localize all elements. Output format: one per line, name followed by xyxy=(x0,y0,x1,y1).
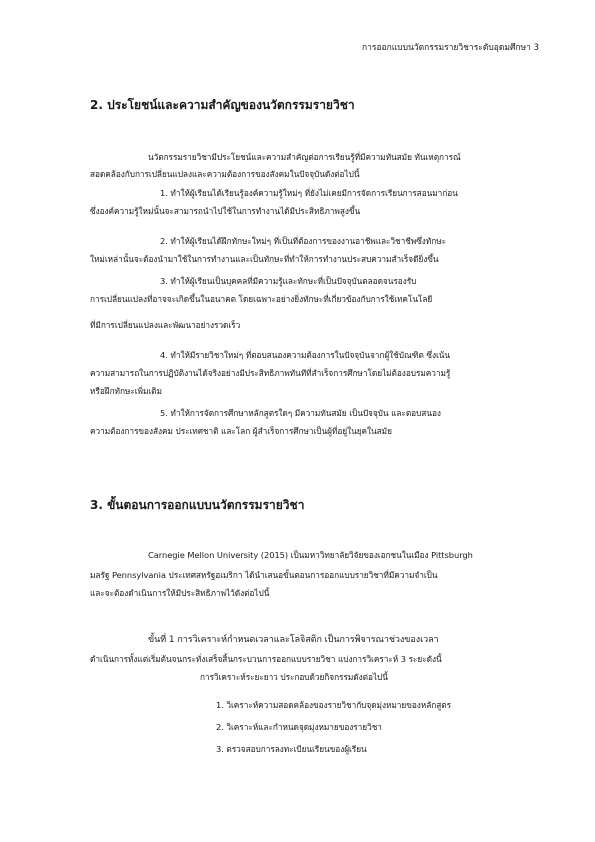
section-2-item-3-cont-1: การเปลี่ยนแปลงที่อาจจะเกิดขึ้นในอนาคต โดยเฉพาะอย่างยิ่งทักษะที่เกี่ยวข้องกับการใช้เทคโนโลยี xyxy=(90,294,433,304)
section-3-list-item-1: 1. วิเคราะห์ความสอดคล้องของรายวิชากับจุดมุ่งหมายของหลักสูตร xyxy=(216,700,451,710)
section-3-subheading: การวิเคราะห์ระยะยาว ประกอบด้วยกิจกรรมดังต่อไปนี้ xyxy=(200,672,388,682)
section-2-item-4: 4. ทำให้มีรายวิชาใหม่ๆ ที่ตอบสนองความต้องการในปัจจุบันจากผู้ใช้บัณฑิต ซึ่งเน้น xyxy=(160,350,450,360)
section-2-item-5: 5. ทำให้การจัดการศึกษาหลักสูตรใดๆ มีความทันสมัย เป็นปัจจุบัน และตอบสนอง xyxy=(160,408,441,418)
section-3-line-1: Carnegie Mellon University (2015) เป็นมหาวิทยาลัยวิจัยของเอกชนในเมือง Pittsburgh xyxy=(148,550,473,560)
section-2-item-1-cont: ซึ่งองค์ความรู้ใหม่นั้นจะสามารถนำไปใช้ในการทำงานได้มีประสิทธิภาพสูงขึ้น xyxy=(90,206,361,216)
section-2-heading: 2. ประโยชน์และความสำคัญของนวัตกรรมรายวิชา xyxy=(90,98,355,112)
section-3-step-1: ขั้นที่ 1 การวิเคราะห์กำหนดเวลาและโลจิสติก เป็นการพิจารณาช่วงของเวลา xyxy=(148,635,439,645)
running-header: การออกแบบนวัตกรรมรายวิชาระดับอุดมศึกษา 3 xyxy=(361,43,539,53)
section-2-item-3-cont-2: ที่มีการเปลี่ยนแปลงและพัฒนาอย่างรวดเร็ว xyxy=(90,320,241,330)
section-2-item-4-cont-1: ความสามารถในการปฏิบัติงานได้จริงอย่างมีประสิทธิภาพทันทีที่สำเร็จการศึกษาโดยไม่ต้องอบรมความรู้ xyxy=(90,368,451,378)
section-2-item-4-cont-2: หรือฝึกทักษะเพิ่มเติม xyxy=(90,386,162,396)
section-3-line-2: มลรัฐ Pennsylvania ประเทศสหรัฐอเมริกา ได้นำเสนอขั้นตอนการออกแบบรายวิชาที่มีความจำเป็น xyxy=(90,570,438,580)
section-2-item-1: 1. ทำให้ผู้เรียนได้เรียนรู้องค์ความรู้ใหม่ๆ ที่ยังไม่เคยมีการจัดการเรียนการสอนมาก่อน xyxy=(160,188,458,198)
section-3-heading: 3. ขั้นตอนการออกแบบนวัตกรรมรายวิชา xyxy=(90,498,305,512)
section-3-list-item-3: 3. ตรวจสอบการลงทะเบียนเรียนของผู้เรียน xyxy=(216,744,367,754)
section-2-line-1: นวัตกรรมรายวิชามีประโยชน์และความสำคัญต่อการเรียนรู้ที่มีความทันสมัย ทันเหตุการณ์ xyxy=(148,152,461,162)
section-2-line-2: สอดคล้องกับการเปลี่ยนแปลงและความต้องการของสังคมในปัจจุบันดังต่อไปนี้ xyxy=(90,169,360,179)
section-2-item-3: 3. ทำให้ผู้เรียนเป็นบุคคลที่มีความรู้และทักษะที่เป็นปัจจุบันตลอดจนรองรับ xyxy=(160,276,417,286)
section-2-item-5-cont: ความต้องการของสังคม ประเทศชาติ และโลก ผู้สำเร็จการศึกษาเป็นผู้ที่อยู่ในยุคในสมัย xyxy=(90,426,392,436)
section-3-line-3: และจะต้องดำเนินการให้มีประสิทธิภาพไว้ดังต่อไปนี้ xyxy=(90,588,270,598)
section-2-item-2: 2. ทำให้ผู้เรียนได้ฝึกทักษะใหม่ๆ ที่เป็นที่ต้องการของงานอาชีพและวิชาชีพซึ่งทักษะ xyxy=(160,236,447,246)
section-3-list-item-2: 2. วิเคราะห์และกำหนดจุดมุ่งหมายของรายวิชา xyxy=(216,722,382,732)
section-3-step-1-cont: ดำเนินการทั้งแต่เริ่มต้นจนกระทั่งเสร็จสิ้นกระบวนการออกแบบรายวิชา แบ่งการวิเคราะห์ 3 ระยะดังนี้ xyxy=(90,654,442,664)
section-2-item-2-cont: ใหม่เหล่านั้นจะต้องนำมาใช้ในการทำงานและเป็นทักษะที่ทำให้การทำงานประสบความสำเร็จดียิ่งขึ้น xyxy=(90,254,439,264)
